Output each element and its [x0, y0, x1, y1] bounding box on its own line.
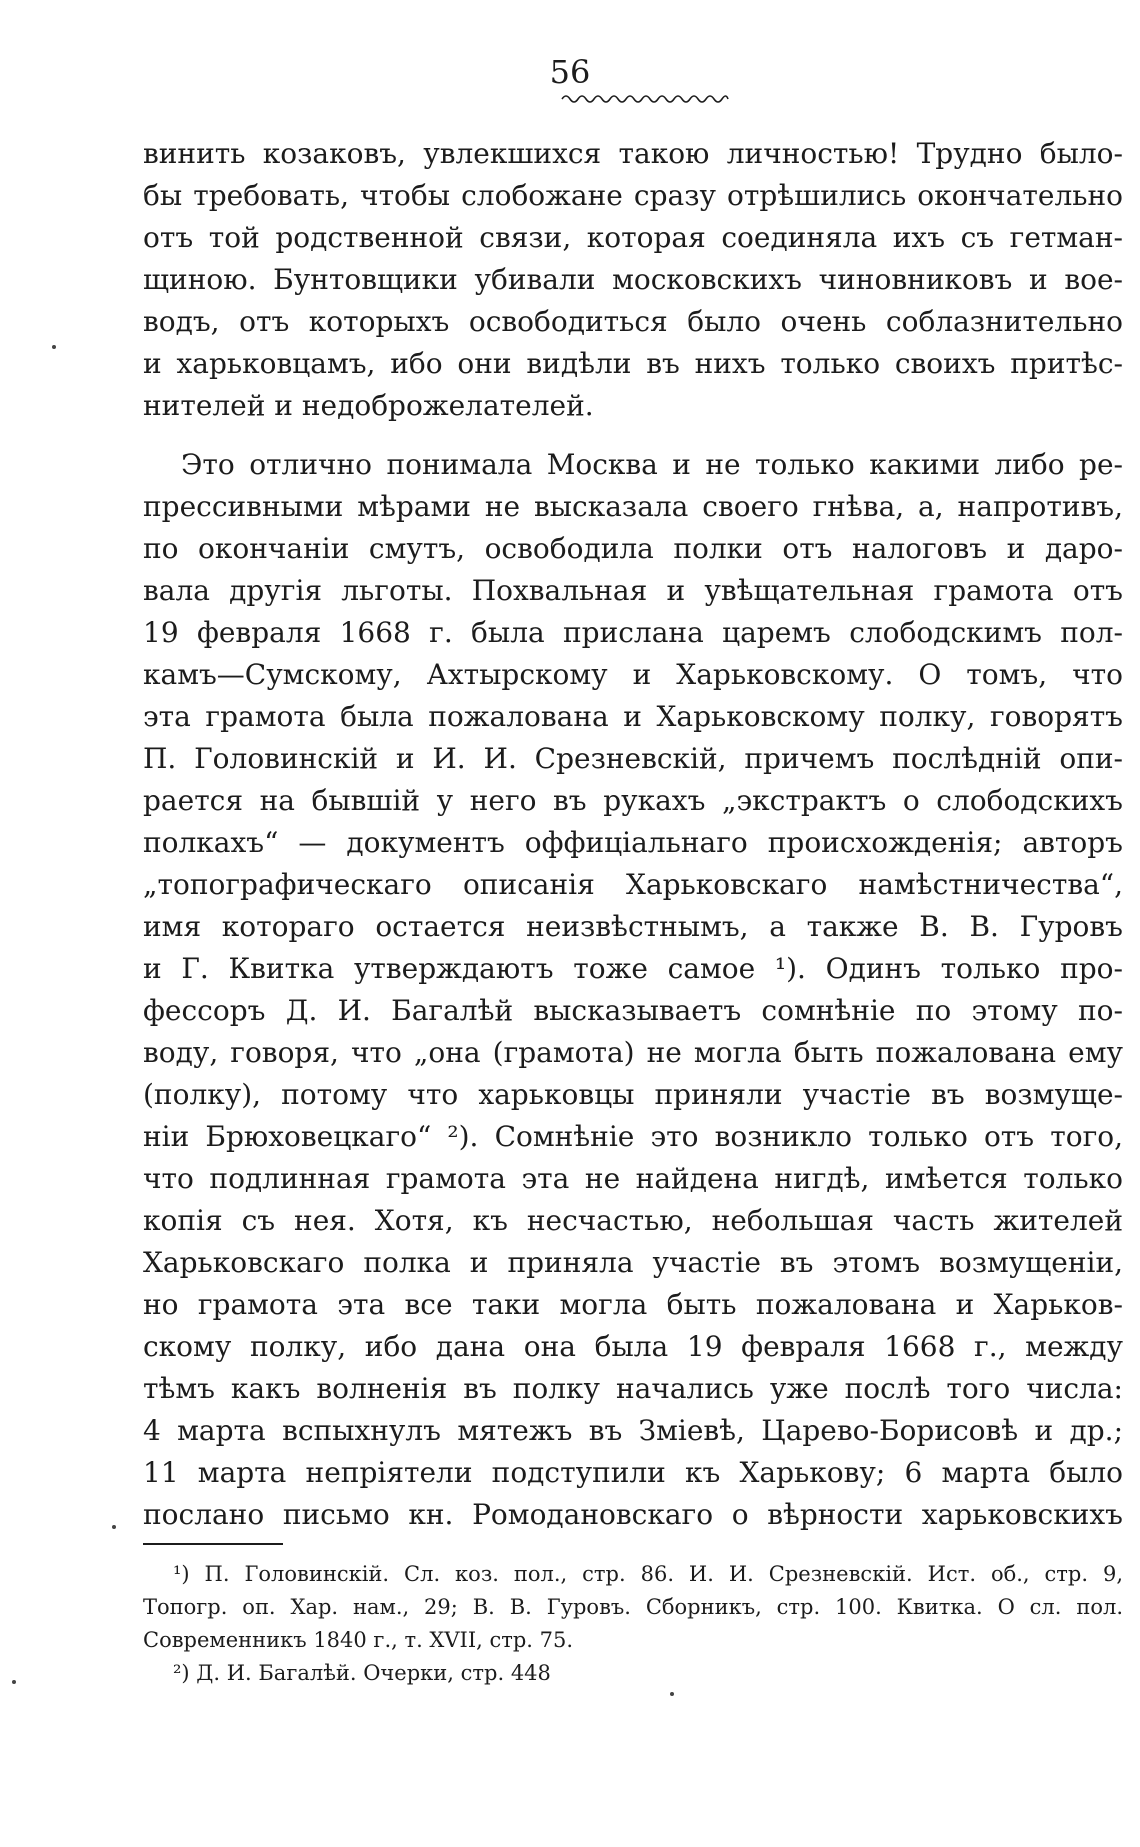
text-line: воду, говоря, что „она (грамота) не могла быть пожалована ему	[143, 1036, 1123, 1069]
text-line: послано письмо кн. Ромодановскаго о вѣрности харьковскихъ	[143, 1498, 1123, 1531]
text-line: прессивными мѣрами не высказала своего гнѣва, а, напротивъ,	[143, 490, 1123, 523]
text-line: тѣмъ какъ волненія въ полку начались уже послѣ того числа:	[143, 1372, 1123, 1405]
text-line: Это отлично понимала Москва и не только какими либо ре-	[181, 448, 1123, 481]
text-line: Харьковскаго полка и приняла участіе въ этомъ возмущеніи,	[143, 1246, 1123, 1279]
footnote-line: ²) Д. И. Багалѣй. Очерки, стр. 448	[173, 1661, 551, 1685]
text-line: ніи Брюховецкаго“ ²). Сомнѣніе это возникло только отъ того,	[143, 1120, 1123, 1153]
text-line: „топографическаго описанія Харьковскаго намѣстничества“,	[143, 868, 1123, 901]
footnote-line: ¹) П. Головинскій. Сл. коз. пол., стр. 86. И. И. Срезневскій. Ист. об., стр. 9,	[173, 1562, 1123, 1586]
text-line: отъ той родственной связи, которая соединяла ихъ съ гетман-	[143, 221, 1123, 254]
margin-speck	[670, 1692, 674, 1696]
paragraph-1	[143, 133, 1123, 427]
text-line: полкахъ“ — документъ оффиціальнаго происхожденія; авторъ	[143, 826, 1123, 859]
text-line: копія съ нея. Хотя, къ несчастью, небольшая часть жителей	[143, 1204, 1123, 1237]
text-line: и харьковцамъ, ибо они видѣли въ нихъ только своихъ притѣс-	[143, 347, 1123, 380]
footnotes	[143, 1558, 1123, 1690]
paragraph-gap	[143, 427, 1123, 444]
text-line: нителей и недоброжелателей.	[143, 389, 594, 422]
footnote-separator	[143, 1543, 283, 1545]
text-line: водъ, отъ которыхъ освободиться было очень соблазнительно	[143, 305, 1123, 338]
text-line: скому полку, ибо дана она была 19 февраля 1668 г., между	[143, 1330, 1123, 1363]
text-line: по окончаніи смутъ, освободила полки отъ налоговъ и даро-	[143, 532, 1123, 565]
main-text	[143, 133, 1123, 1536]
text-line: вала другія льготы. Похвальная и увѣщательная грамота отъ	[143, 574, 1123, 607]
text-line: и Г. Квитка утверждаютъ тоже самое ¹). Одинъ только про-	[143, 952, 1123, 985]
margin-speck	[112, 1525, 116, 1529]
margin-speck	[52, 345, 56, 349]
footnote-line: Современникъ 1840 г., т. XVII, стр. 75.	[143, 1628, 574, 1652]
page-number: 56	[549, 53, 591, 91]
text-line: фессоръ Д. И. Багалѣй высказываетъ сомнѣніе по этому по-	[143, 994, 1123, 1027]
text-line: эта грамота была пожалована и Харьковскому полку, говорятъ	[143, 700, 1123, 733]
paragraph-2	[143, 444, 1123, 1536]
text-line: П. Головинскій и И. И. Срезневскій, причемъ послѣдній опи-	[143, 742, 1123, 775]
text-line: имя котораго остается неизвѣстнымъ, а также В. В. Гуровъ	[143, 910, 1123, 943]
margin-speck	[12, 1680, 16, 1684]
text-line: (полку), потому что харьковцы приняли участіе въ возмуще-	[143, 1078, 1123, 1111]
text-line: рается на бывшій у него въ рукахъ „экстрактъ о слободскихъ	[143, 784, 1123, 817]
footnote-2	[143, 1657, 1123, 1690]
page-number-ornament	[560, 92, 730, 106]
text-line: щиною. Бунтовщики убивали московскихъ чиновниковъ и вое-	[143, 263, 1123, 296]
text-line: 11 марта непріятели подступили къ Харькову; 6 марта было	[143, 1456, 1123, 1489]
text-line: что подлинная грамота эта не найдена нигдѣ, имѣется только	[143, 1162, 1123, 1195]
text-line: 4 марта вспыхнулъ мятежъ въ Зміевѣ, Царево-Борисовѣ и др.;	[143, 1414, 1123, 1447]
text-line: винить козаковъ, увлекшихся такою личностью! Трудно было-	[143, 137, 1123, 170]
text-line: камъ—Сумскому, Ахтырскому и Харьковскому. О томъ, что	[143, 658, 1123, 691]
text-line: но грамота эта все таки могла быть пожалована и Харьков-	[143, 1288, 1123, 1321]
footnote-1	[143, 1558, 1123, 1657]
text-line: 19 февраля 1668 г. была прислана царемъ слободскимъ пол-	[143, 616, 1123, 649]
footnote-line: Топогр. оп. Хар. нам., 29; В. В. Гуровъ. Сборникъ, стр. 100. Квитка. О сл. пол.	[143, 1595, 1123, 1619]
text-line: бы требовать, чтобы слобожане сразу отрѣшились окончательно	[143, 179, 1123, 212]
